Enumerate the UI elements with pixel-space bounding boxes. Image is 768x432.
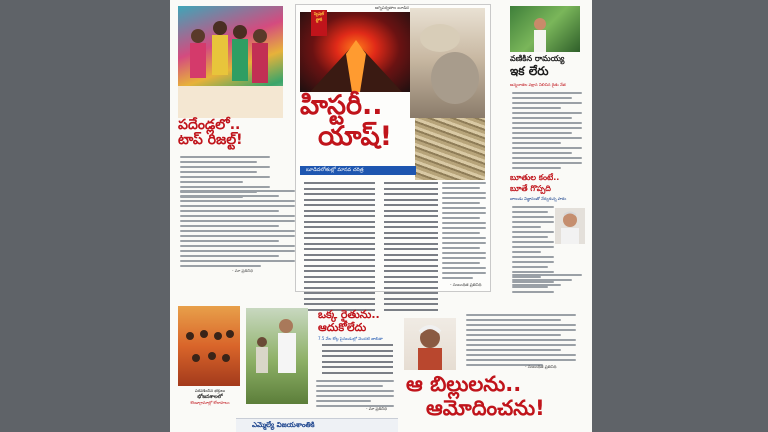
main-strip: బూడిదలోతుల్లో మానవ చరిత్ర (300, 166, 416, 175)
vice-president-photo (555, 208, 585, 244)
devotees-photo (178, 306, 240, 386)
right-mid-headline (510, 172, 592, 194)
right-mid-headline-line2: బూతే గొప్పది (510, 184, 551, 193)
ash-layer-photo (415, 118, 485, 180)
main-headline-line1: హిస్టరీ.. (300, 90, 383, 121)
main-body-text (442, 182, 486, 282)
bottom-right-headline (406, 372, 586, 420)
right-top-headline-line2: ఇక లేరు (510, 64, 549, 78)
bottom-right-headline-line2: ఆమోదించను! (426, 396, 545, 420)
special-story-tag: స్పెషల్ స్టోరీ (311, 10, 327, 36)
students-photo (178, 6, 283, 118)
main-headline-line2: యాష్! (318, 121, 393, 152)
right-top-headline (510, 54, 590, 78)
devotees-caption (178, 388, 242, 406)
right-mid-sub: బాలుడు విజ్ఞానంతో నేర్చుకున్న పాఠం (510, 196, 567, 201)
left-headline (178, 118, 288, 148)
main-bullet-column-2 (380, 182, 438, 314)
bottom-strip (236, 418, 398, 432)
farmer-leader-photo (510, 6, 580, 52)
bottom-right-headline-line1: ఆ బిల్లులను.. (406, 372, 522, 396)
right-top-text (512, 92, 582, 172)
main-bullet-column (300, 182, 375, 314)
left-headline-line1: పదేండ్లలో.. (178, 117, 241, 133)
bottom-center-headline-line2: ఆదుకోలేదు (318, 321, 367, 334)
president-photo (404, 318, 456, 370)
right-top-headline-line1: వణికిన రామయ్య (510, 54, 565, 63)
main-kicker: అగ్నిపర్వతాల బూడిద (375, 5, 409, 10)
left-headline-line2: టాప్ రిజల్ట్! (178, 132, 243, 148)
farmer-field-photo (246, 308, 308, 404)
bottom-right-text (466, 314, 576, 369)
bottom-center-headline-line1: ఒక్క రైతును.. (318, 308, 380, 321)
left-byline: - మా ప్రతినిధి (232, 268, 254, 273)
main-byline: - సంబంధిత ప్రతినిధి (450, 282, 482, 287)
bottom-center-headline (318, 308, 418, 334)
right-mid-text-2 (512, 274, 582, 289)
bottom-strip-label: ఎమ్మెల్యే విజయశాంతికి (252, 421, 315, 429)
devotees-caption-line2: భోజనశాలలో (197, 394, 223, 400)
devotees-caption-line3: కొండాగ్రామాల్లో కోలాహలం (190, 400, 230, 405)
devotees-caption-line1: పరవశించిన భక్తులు (194, 388, 226, 393)
left-body-text (180, 190, 295, 270)
bottom-center-sub: 7.5 వేల కోట్ల పైనబడుల్లో మొదటి జాబితా (318, 336, 383, 341)
bottom-right-byline: - సంబంధిత ప్రతినిధి (525, 364, 557, 369)
bottom-center-bullets (318, 344, 393, 377)
right-top-sub: అన్నదాతల పక్షాన నిలిచిన రైతు నేత (510, 82, 566, 87)
newspaper-page (170, 0, 592, 432)
right-mid-headline-line1: బూతుల కంటే.. (510, 173, 560, 182)
bottom-center-byline: - మా ప్రతినిధి (366, 406, 388, 411)
